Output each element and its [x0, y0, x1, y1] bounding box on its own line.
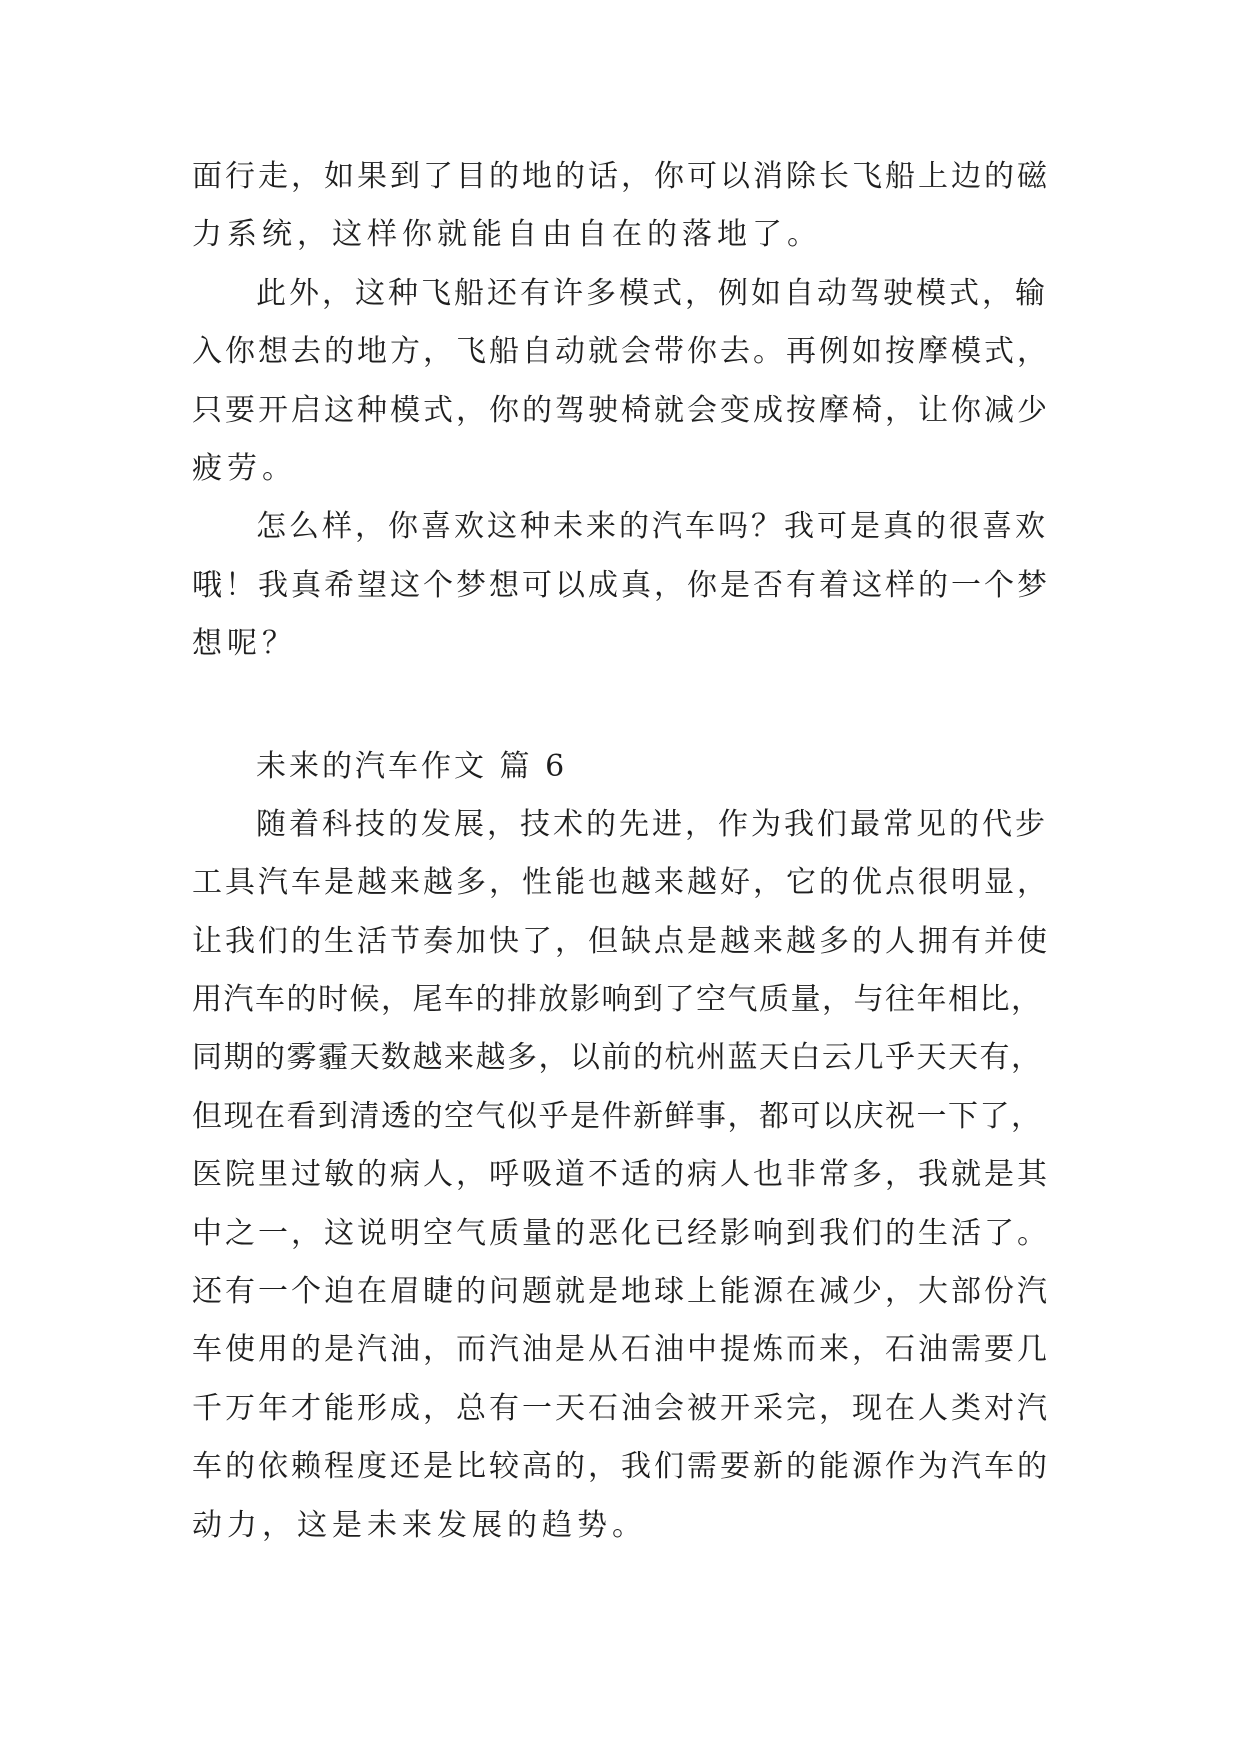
text-line: 面行走，如果到了目的地的话，你可以消除长飞船上边的磁 [192, 159, 1050, 194]
text-line: 千万年才能形成，总有一天石油会被开采完，现在人类对汽 [192, 1390, 1050, 1426]
text-line: 让我们的生活节奏加快了，但缺点是越来越多的人拥有并使 [192, 923, 1050, 959]
text-line: 但现在看到清透的空气似乎是件新鲜事，都可以庆祝一下了， [192, 1098, 1043, 1134]
paragraph [192, 796, 1052, 1555]
paragraph [192, 498, 1052, 673]
text-line: 疲劳。 [192, 450, 297, 486]
text-line: 工具汽车是越来越多，性能也越来越好，它的优点很明显， [192, 865, 1050, 901]
text-line: 车使用的是汽油，而汽油是从石油中提炼而来，石油需要几 [192, 1332, 1050, 1368]
text-line: 车的依赖程度还是比较高的，我们需要新的能源作为汽车的 [192, 1449, 1050, 1485]
text-line: 随着科技的发展，技术的先进，作为我们最常见的代步 [256, 806, 1048, 842]
text-line: 用汽车的时候，尾车的排放影响到了空气质量，与往年相比， [192, 982, 1043, 1018]
section-heading: 未来的汽车作文 篇 6 [256, 748, 568, 784]
text-line: 只要开启这种模式，你的驾驶椅就会变成按摩椅，让你减少 [192, 392, 1050, 428]
text-line: 同期的雾霾天数越来越多，以前的杭州蓝天白云几乎天天有， [192, 1040, 1043, 1076]
paragraph [192, 148, 1052, 265]
paragraph [192, 265, 1052, 499]
text-line: 力系统，这样你就能自由自在的落地了。 [192, 217, 822, 253]
text-line: 怎么样，你喜欢这种未来的汽车吗？我可是真的很喜欢 [256, 509, 1048, 545]
text-line: 想呢？ [192, 626, 297, 662]
text-line: 哦！我真希望这个梦想可以成真，你是否有着这样的一个梦 [192, 567, 1050, 603]
text-line: 还有一个迫在眉睫的问题就是地球上能源在减少，大部份汽 [192, 1274, 1050, 1310]
section-spacer [192, 674, 1052, 738]
text-line: 医院里过敏的病人，呼吸道不适的病人也非常多，我就是其 [192, 1157, 1050, 1193]
text-line: 动力，这是未来发展的趋势。 [192, 1507, 647, 1543]
document-page [192, 148, 1052, 1555]
text-line: 入你想去的地方，飞船自动就会带你去。再例如按摩模式， [192, 334, 1050, 370]
text-line: 中之一，这说明空气质量的恶化已经影响到我们的生活了。 [192, 1215, 1050, 1251]
text-line: 此外，这种飞船还有许多模式，例如自动驾驶模式，输 [256, 275, 1048, 311]
